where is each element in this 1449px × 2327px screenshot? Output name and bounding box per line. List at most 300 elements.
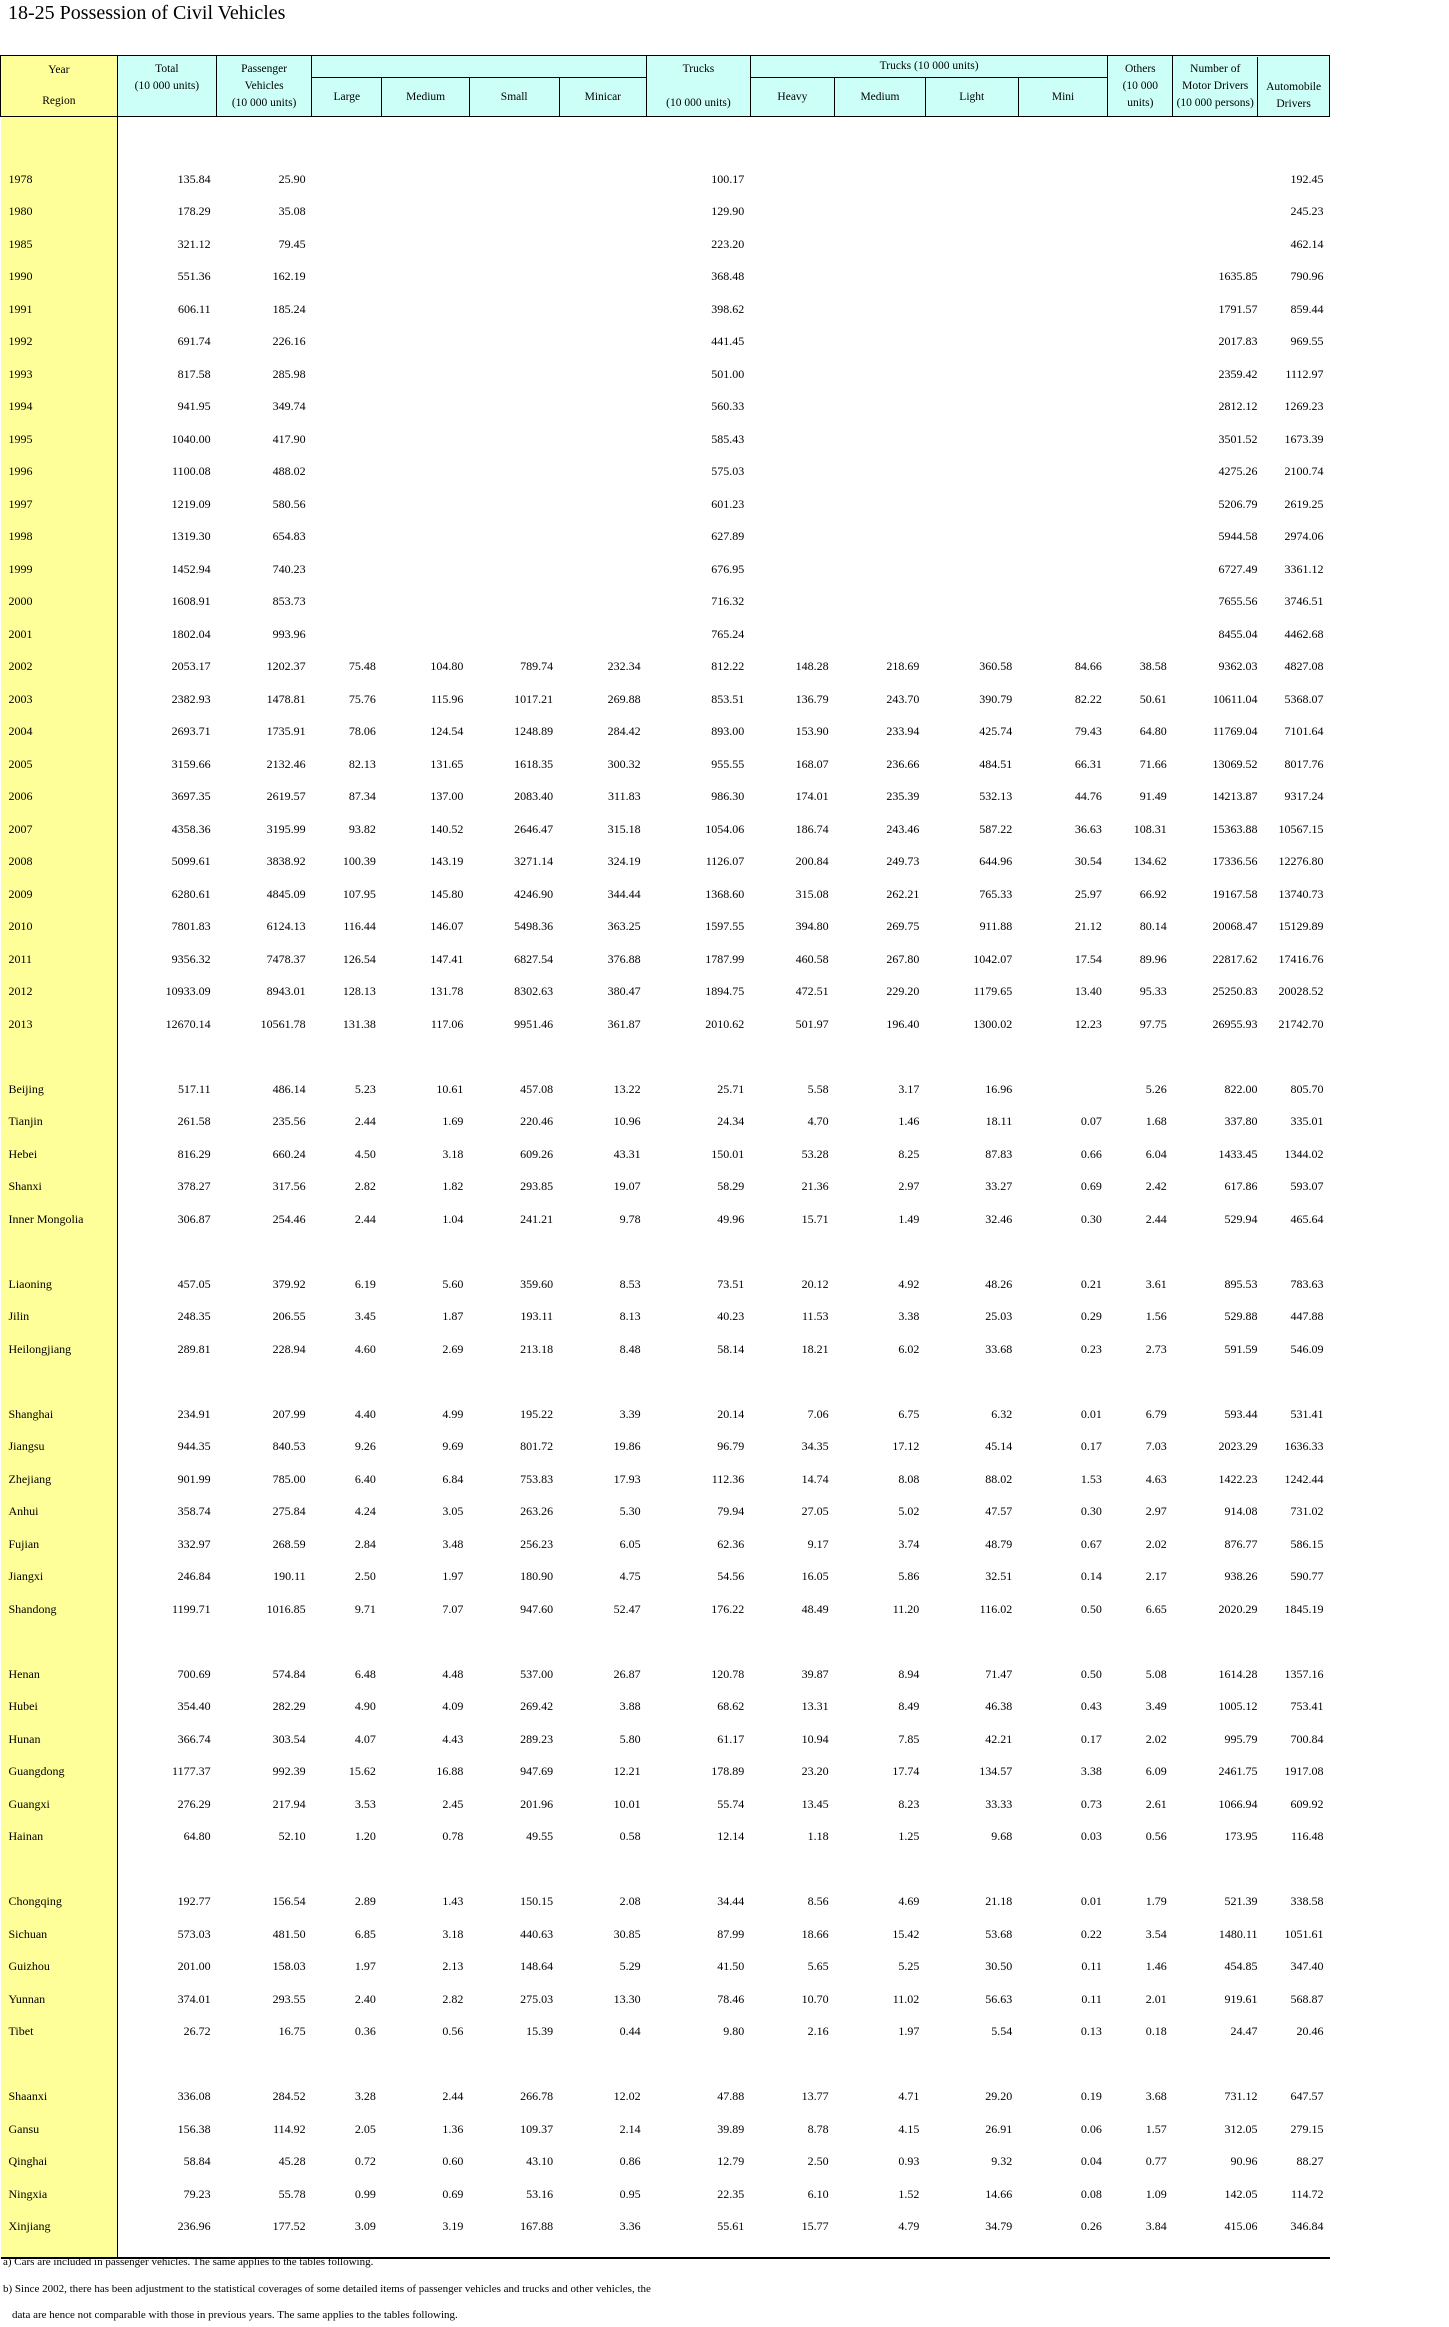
value-cell [312,1041,382,1074]
value-cell: 2.17 [1145,1569,1167,1584]
value-cell [469,196,559,229]
value-cell: 93.82 [348,821,376,836]
value-cell: 9.71 [354,1601,376,1616]
table-row [1,1983,1330,2016]
value-cell: 88.02 [985,1471,1013,1486]
value-cell: 143.19 [430,854,464,869]
value-cell: 366.74 [177,1731,211,1746]
value-cell [117,1626,216,1659]
total-header [117,56,216,117]
total-header-line1: Total [155,62,179,75]
value-cell: 3159.66 [171,756,211,771]
value-cell: 378.27 [177,1179,211,1194]
value-cell [835,261,926,294]
value-cell: 1040.00 [171,431,211,446]
auto-drivers-line2: Drivers [1276,97,1311,110]
value-cell: 568.87 [1290,1991,1324,2006]
value-cell: 785.00 [272,1471,306,1486]
value-cell [647,117,751,164]
value-cell [312,586,382,619]
value-cell: 644.96 [979,854,1013,869]
row-label: 2001 [1,618,118,651]
value-cell: 8302.63 [514,984,554,999]
value-cell: 162.19 [272,269,306,284]
spacer-row [1,117,1330,164]
row-label: 1995 [1,423,118,456]
value-cell [559,163,647,196]
value-cell: 217.94 [272,1796,306,1811]
value-cell [469,228,559,261]
value-cell: 21.18 [985,1894,1013,1909]
value-cell: 14.66 [985,2186,1013,2201]
value-cell: 8.94 [898,1666,920,1681]
label-cell [1,2048,118,2081]
value-cell: 853.51 [711,691,745,706]
value-cell: 440.63 [520,1926,554,1941]
table-row [1,2178,1330,2211]
value-cell [469,326,559,359]
value-cell: 275.84 [272,1504,306,1519]
value-cell: 55.74 [717,1796,745,1811]
value-cell: 71.47 [985,1666,1013,1681]
value-cell [469,456,559,489]
value-cell: 156.54 [272,1894,306,1909]
value-cell: 263.26 [520,1504,554,1519]
value-cell: 6.65 [1145,1601,1167,1616]
value-cell: 1618.35 [514,756,554,771]
value-cell: 5.65 [807,1959,829,1974]
value-cell: 180.90 [520,1569,554,1584]
value-cell [647,1236,751,1269]
value-cell: 315.18 [607,821,641,836]
table-row [1,1951,1330,1984]
value-cell [382,456,470,489]
value-cell [559,553,647,586]
value-cell [312,423,382,456]
value-cell [312,358,382,391]
value-cell [1108,2243,1173,2258]
row-label: 1994 [1,391,118,424]
value-cell: 11.53 [802,1309,829,1324]
value-cell: 2100.74 [1284,464,1324,479]
table-row [1,1756,1330,1789]
value-cell: 116.44 [343,919,376,934]
table-row [1,878,1330,911]
table-row [1,846,1330,879]
value-cell: 25.97 [1074,886,1102,901]
value-cell [312,553,382,586]
value-cell: 0.30 [1080,1504,1102,1519]
value-cell: 0.08 [1080,2186,1102,2201]
value-cell: 1319.30 [171,529,211,544]
value-cell: 822.00 [1224,1081,1258,1096]
value-cell: 47.57 [985,1504,1013,1519]
minicar-header: Minicar [559,78,647,117]
value-cell [835,521,926,554]
value-cell: 5.54 [991,2024,1013,2039]
value-cell [382,261,470,294]
row-label: 2002 [1,651,118,684]
value-cell: 585.43 [711,431,745,446]
value-cell: 2.73 [1145,1341,1167,1356]
row-label: Chongqing [1,1886,118,1919]
value-cell: 574.84 [272,1666,306,1681]
value-cell [382,618,470,651]
value-cell: 150.01 [711,1146,745,1161]
value-cell: 30.50 [985,1959,1013,1974]
value-cell [559,1041,647,1074]
table-row [1,781,1330,814]
value-cell: 2.44 [354,1114,376,1129]
value-cell: 268.59 [272,1536,306,1551]
value-cell: 376.88 [607,951,641,966]
drivers-header-line3: (10 000 persons) [1176,96,1254,109]
value-cell: 177.52 [272,2219,306,2234]
value-cell [647,1853,751,1886]
value-cell: 740.23 [272,561,306,576]
large-header: Large [312,78,382,117]
value-cell: 472.51 [795,984,829,999]
value-cell [469,261,559,294]
year-header: Year [48,64,70,76]
value-cell: 243.46 [886,821,920,836]
value-cell [382,1041,470,1074]
value-cell [750,261,834,294]
value-cell [1018,326,1108,359]
value-cell: 817.58 [177,366,211,381]
value-cell: 117.06 [430,1016,464,1031]
value-cell [835,618,926,651]
value-cell: 501.00 [711,366,745,381]
value-cell [382,163,470,196]
value-cell: 228.94 [272,1341,306,1356]
value-cell: 765.24 [711,626,745,641]
value-cell: 1051.61 [1284,1926,1324,1941]
value-cell: 1791.57 [1218,301,1258,316]
value-cell: 20.14 [717,1406,745,1421]
value-cell: 15.77 [801,2219,829,2234]
value-cell: 293.55 [272,1991,306,2006]
value-cell: 5944.58 [1218,529,1258,544]
value-cell: 26.87 [613,1666,641,1681]
value-cell: 285.98 [272,366,306,381]
row-label: 2003 [1,683,118,716]
value-cell: 360.58 [979,659,1013,674]
value-cell [559,2048,647,2081]
value-cell: 876.77 [1224,1536,1258,1551]
value-cell: 4246.90 [514,886,554,901]
value-cell [469,1366,559,1399]
value-cell [647,1626,751,1659]
value-cell: 146.07 [430,919,464,934]
value-cell: 178.29 [177,204,211,219]
value-cell: 4.15 [898,2121,920,2136]
value-cell: 5.25 [898,1959,920,1974]
mini-header: Mini [1018,78,1108,117]
value-cell: 9.68 [991,1829,1013,1844]
value-cell: 153.90 [795,724,829,739]
value-cell: 34.79 [985,2219,1013,2234]
value-cell: 591.59 [1224,1341,1258,1356]
value-cell: 135.84 [177,171,211,186]
value-cell [750,163,834,196]
value-cell: 311.83 [608,789,641,804]
value-cell: 232.34 [607,659,641,674]
page-title: 18-25 Possession of Civil Vehicles [8,2,286,24]
value-cell: 19.86 [613,1439,641,1454]
value-cell: 13.45 [801,1796,829,1811]
value-cell [835,1853,926,1886]
value-cell: 1735.91 [266,724,306,739]
value-cell [750,117,834,164]
value-cell: 33.33 [985,1796,1013,1811]
value-cell: 6.10 [807,2186,829,2201]
value-cell [217,1626,312,1659]
row-label: Hunan [1,1723,118,1756]
value-cell [1018,1626,1108,1659]
value-cell: 9.78 [619,1211,641,1226]
value-cell: 3.38 [898,1309,920,1324]
value-cell [647,1041,751,1074]
value-cell: 454.85 [1224,1959,1258,1974]
value-cell: 9.17 [807,1536,829,1551]
value-cell: 0.95 [619,2186,641,2201]
value-cell: 55.61 [717,2219,745,2234]
table-row [1,1918,1330,1951]
value-cell: 359.60 [520,1276,554,1291]
value-cell: 192.77 [177,1894,211,1909]
value-cell: 1.46 [1145,1959,1167,1974]
value-cell: 2.45 [442,1796,464,1811]
label-cell [1,1236,118,1269]
value-cell: 6280.61 [171,886,211,901]
value-cell: 4.71 [898,2089,920,2104]
value-cell: 1017.21 [514,691,554,706]
row-label: Beijing [1,1073,118,1106]
value-cell: 992.39 [272,1764,306,1779]
value-cell: 654.83 [272,529,306,544]
value-cell: 3.18 [442,1146,464,1161]
value-cell [750,423,834,456]
value-cell: 25.03 [985,1309,1013,1324]
table-row [1,163,1330,196]
table-row [1,1593,1330,1626]
value-cell: 1635.85 [1218,269,1258,284]
value-cell: 3.19 [442,2219,464,2234]
value-cell [469,163,559,196]
value-cell [1108,117,1173,164]
value-cell [382,553,470,586]
value-cell [469,618,559,651]
row-label: Liaoning [1,1268,118,1301]
value-cell: 15.42 [892,1926,920,1941]
value-cell: 1219.09 [171,496,211,511]
value-cell: 0.56 [442,2024,464,2039]
value-cell [217,1366,312,1399]
others-header [1108,56,1173,117]
value-cell: 38.58 [1139,659,1167,674]
value-cell: 145.80 [430,886,464,901]
value-cell: 5.30 [619,1504,641,1519]
table-row [1,618,1330,651]
value-cell: 4.63 [1145,1471,1167,1486]
value-cell [559,1853,647,1886]
table-row [1,488,1330,521]
value-cell [1018,228,1108,261]
value-cell: 3.68 [1145,2089,1167,2104]
value-cell [1173,1626,1264,1659]
value-cell: 853.73 [272,594,306,609]
value-cell: 116.02 [979,1601,1013,1616]
value-cell: 8.08 [898,1471,920,1486]
value-cell: 4.79 [898,2219,920,2234]
value-cell: 73.51 [717,1276,745,1291]
row-label: Guangxi [1,1788,118,1821]
value-cell: 90.96 [1230,2154,1258,2169]
row-label: 1992 [1,326,118,359]
value-cell: 938.26 [1224,1569,1258,1584]
value-cell: 676.95 [711,561,745,576]
value-cell [469,1853,559,1886]
value-cell [312,521,382,554]
value-cell: 2.89 [354,1894,376,1909]
value-cell: 335.01 [1290,1114,1324,1129]
label-cell [1,117,118,164]
value-cell: 245.23 [1290,204,1324,219]
value-cell: 3838.92 [266,854,306,869]
value-cell [1173,2243,1264,2258]
value-cell: 25.71 [717,1081,745,1096]
value-cell [1108,1041,1173,1074]
value-cell: 1608.91 [171,594,211,609]
value-cell: 1.46 [898,1114,920,1129]
value-cell: 346.84 [1290,2219,1324,2234]
value-cell [750,2048,834,2081]
value-cell [312,618,382,651]
row-label: Shanghai [1,1398,118,1431]
value-cell: 241.21 [520,1211,554,1226]
row-label: 1993 [1,358,118,391]
value-cell: 20068.47 [1212,919,1258,934]
value-cell: 801.72 [520,1439,554,1454]
value-cell [750,326,834,359]
value-cell [750,618,834,651]
value-cell: 100.17 [711,171,745,186]
value-cell [1108,261,1173,294]
spacer-row [1,1041,1330,1074]
value-cell: 398.62 [711,301,745,316]
value-cell [1108,553,1173,586]
value-cell [835,293,926,326]
value-cell: 2.08 [619,1894,641,1909]
drivers-header-line1: Number of [1190,62,1241,75]
value-cell: 0.66 [1080,1146,1102,1161]
value-cell: 1.82 [442,1179,464,1194]
value-cell: 10.01 [613,1796,641,1811]
value-cell: 48.26 [985,1276,1013,1291]
value-cell: 7101.64 [1284,724,1324,739]
value-cell: 1422.23 [1218,1471,1258,1486]
value-cell: 2382.93 [171,691,211,706]
value-cell: 1.79 [1145,1894,1167,1909]
value-cell: 2.02 [1145,1536,1167,1551]
value-cell: 2023.29 [1218,1439,1258,1454]
value-cell [312,326,382,359]
value-cell [117,117,216,164]
value-cell [559,1236,647,1269]
value-cell: 2.44 [1145,1211,1167,1226]
value-cell: 131.65 [430,756,464,771]
value-cell: 812.22 [711,659,745,674]
row-label: Shaanxi [1,2081,118,2114]
value-cell [312,261,382,294]
value-cell: 6.75 [898,1406,920,1421]
value-cell: 1.43 [442,1894,464,1909]
value-cell: 20.46 [1296,2024,1324,2039]
value-cell: 26955.93 [1212,1016,1258,1031]
value-cell: 108.31 [1133,821,1167,836]
others-header-line2: (10 000 [1122,79,1159,92]
value-cell [925,488,1018,521]
value-cell: 11769.04 [1212,724,1258,739]
value-cell: 95.33 [1139,984,1167,999]
value-cell [1263,2243,1329,2258]
value-cell: 0.03 [1080,1829,1102,1844]
value-cell: 53.68 [985,1926,1013,1941]
value-cell: 0.43 [1080,1699,1102,1714]
value-cell: 14.74 [801,1471,829,1486]
value-cell: 88.27 [1296,2154,1324,2169]
value-cell [750,2243,834,2258]
value-cell: 42.21 [985,1731,1013,1746]
value-cell: 1478.81 [266,691,306,706]
value-cell: 97.75 [1139,1016,1167,1031]
row-label: 1996 [1,456,118,489]
value-cell [382,228,470,261]
value-cell [469,117,559,164]
value-cell: 731.12 [1224,2089,1258,2104]
value-cell: 488.02 [272,464,306,479]
value-cell: 2974.06 [1284,529,1324,544]
value-cell: 1.18 [807,1829,829,1844]
value-cell [1173,117,1264,164]
row-label: Henan [1,1658,118,1691]
value-cell [312,293,382,326]
value-cell [1173,1041,1264,1074]
row-label: Shandong [1,1593,118,1626]
value-cell: 691.74 [177,334,211,349]
value-cell [750,1236,834,1269]
value-cell [1018,293,1108,326]
value-cell [835,1041,926,1074]
value-cell: 33.27 [985,1179,1013,1194]
table-row [1,1561,1330,1594]
value-cell: 1.36 [442,2121,464,2136]
value-cell: 13.22 [613,1081,641,1096]
value-cell: 156.38 [177,2121,211,2136]
value-cell [750,196,834,229]
value-cell [1108,163,1173,196]
value-cell: 1368.60 [705,886,745,901]
row-label: Hebei [1,1138,118,1171]
value-cell: 248.35 [177,1309,211,1324]
table-row [1,748,1330,781]
value-cell [1018,1853,1108,1886]
value-cell: 2812.12 [1218,399,1258,414]
spacer-row [1,1236,1330,1269]
value-cell: 1480.11 [1218,1926,1258,1941]
value-cell: 1597.55 [705,919,745,934]
